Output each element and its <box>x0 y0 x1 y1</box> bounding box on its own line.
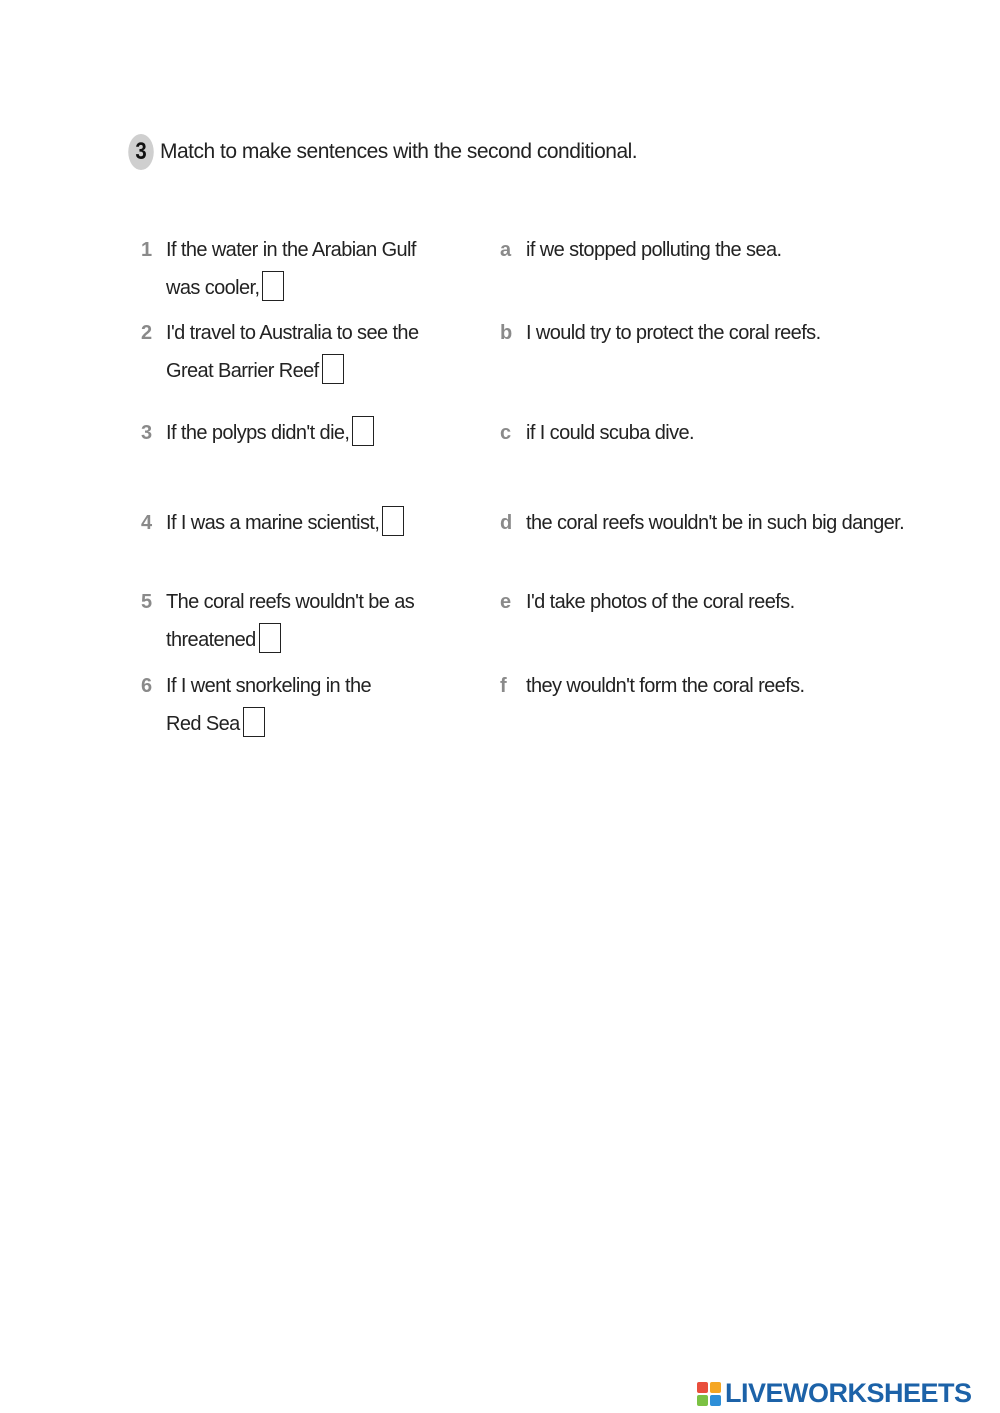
item-number: 5 <box>141 591 152 613</box>
item-letter: d <box>500 512 512 534</box>
exercise-header <box>126 134 637 170</box>
item-line: Red Sea <box>166 713 240 735</box>
answer-box-6[interactable] <box>243 707 265 737</box>
item-line: If the water in the Arabian Gulf <box>166 239 416 261</box>
item-text: I'd take photos of the coral reefs. <box>526 591 795 613</box>
answer-box-1[interactable] <box>262 271 284 301</box>
item-letter: e <box>500 591 511 613</box>
item-line: was cooler, <box>166 277 260 299</box>
item-number: 3 <box>141 422 152 444</box>
item-letter: f <box>500 675 507 697</box>
item-letter: a <box>500 239 511 261</box>
item-letter: b <box>500 322 512 344</box>
item-text: if I could scuba dive. <box>526 422 695 444</box>
brand-name: LIVEWORKSHEETS <box>725 1378 972 1408</box>
liveworksheets-brand <box>697 1378 972 1409</box>
exercise-instruction: Match to make sentences with the second conditional. <box>160 140 638 163</box>
item-text <box>166 414 466 452</box>
item-line: threatened <box>166 629 256 651</box>
item-line: Great Barrier Reef <box>166 360 319 382</box>
item-text: the coral reefs wouldn't be in such big danger. <box>526 512 905 534</box>
answer-box-4[interactable] <box>382 506 404 536</box>
item-text: if we stopped polluting the sea. <box>526 239 782 261</box>
exercise-number-badge: 3 <box>128 134 154 170</box>
item-line: If I was a marine scientist, <box>166 512 380 534</box>
item-line: If I went snorkeling in the <box>166 675 372 697</box>
item-text <box>166 504 466 542</box>
liveworksheets-logo-icon <box>697 1382 721 1406</box>
item-line: If the polyps didn't die, <box>166 422 350 444</box>
item-text: I would try to protect the coral reefs. <box>526 322 821 344</box>
item-text <box>166 583 466 659</box>
item-text <box>166 667 466 743</box>
item-number: 2 <box>141 322 152 344</box>
item-number: 1 <box>141 239 152 261</box>
item-text <box>166 314 466 390</box>
answer-box-5[interactable] <box>259 623 281 653</box>
item-line: I'd travel to Australia to see the <box>166 322 419 344</box>
item-number: 4 <box>141 512 152 534</box>
item-number: 6 <box>141 675 152 697</box>
answer-box-2[interactable] <box>322 354 344 384</box>
item-text <box>166 231 466 307</box>
item-line: The coral reefs wouldn't be as <box>166 591 415 613</box>
item-text: they wouldn't form the coral reefs. <box>526 675 805 697</box>
answer-box-3[interactable] <box>352 416 374 446</box>
item-letter: c <box>500 422 511 444</box>
